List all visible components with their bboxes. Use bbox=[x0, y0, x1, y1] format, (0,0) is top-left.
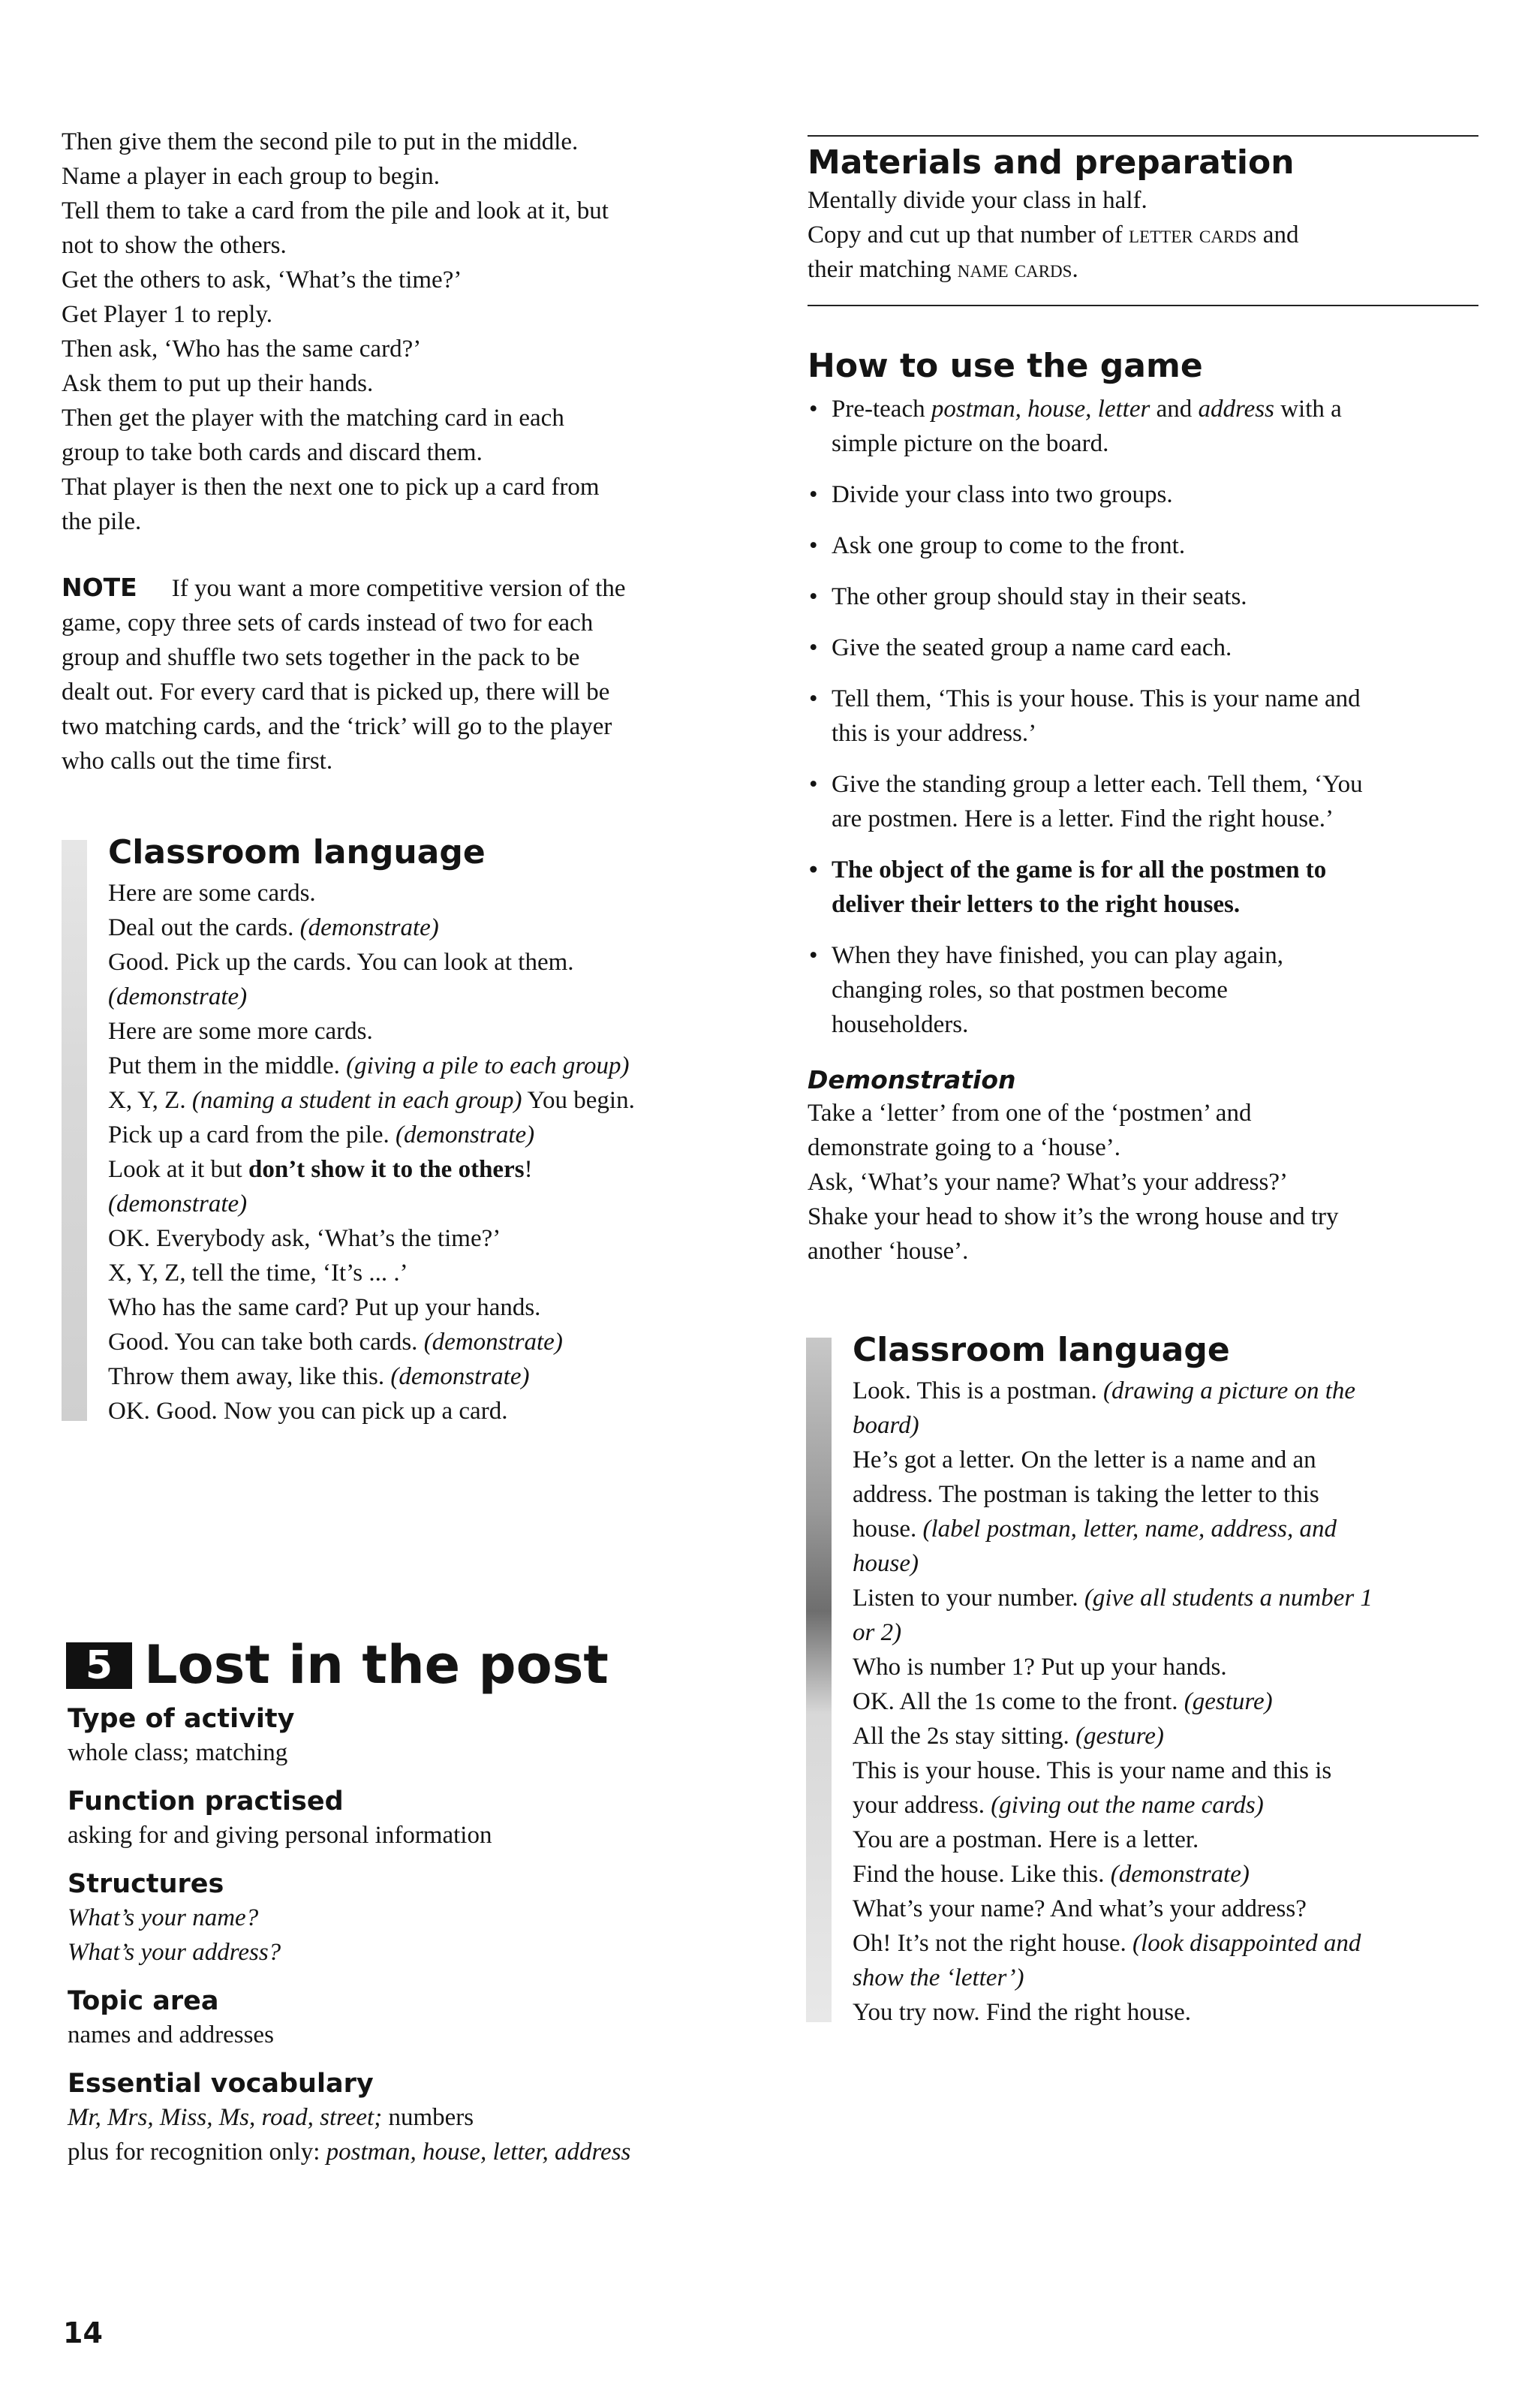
how-to-list bbox=[808, 392, 1483, 1042]
cl-line: Who has the same card? Put up your hands. bbox=[108, 1294, 541, 1321]
cl-line: You try now. Find the right house. bbox=[853, 1999, 1192, 2026]
text-line: not to show the others. bbox=[62, 232, 287, 259]
function-heading: Function practised bbox=[68, 1786, 344, 1817]
text-line: the pile. bbox=[62, 508, 142, 535]
list-item: • Give the standing group a letter each. Tell them, ‘You are postmen. Here is a letter. Find the right house.’ bbox=[808, 767, 1483, 836]
cl-line: Oh! It’s not the right house. (look disappointed and bbox=[853, 1930, 1361, 1957]
text-line: Get Player 1 to reply. bbox=[62, 301, 273, 328]
cl-line: He’s got a letter. On the letter is a name and an bbox=[853, 1446, 1316, 1473]
demo-line: Ask, ‘What’s your name? What’s your address?’ bbox=[808, 1169, 1288, 1196]
topic-text: names and addresses bbox=[68, 2021, 274, 2048]
left-column bbox=[62, 125, 737, 1428]
cl-line: OK. All the 1s come to the front. (gesture) bbox=[853, 1688, 1273, 1715]
text-line: group and shuffle two sets together in the pack to be bbox=[62, 644, 580, 671]
cl-line: This is your house. This is your name and this is bbox=[853, 1757, 1332, 1784]
decorative-bar bbox=[806, 1338, 832, 2022]
cl-line: show the ‘letter’) bbox=[853, 1964, 1024, 1991]
classroom-language-box-left bbox=[56, 832, 737, 1428]
how-to-heading: How to use the game bbox=[808, 347, 1203, 385]
topic-heading: Topic area bbox=[68, 1986, 219, 2016]
cl-line: house) bbox=[853, 1550, 919, 1577]
demonstration-heading: Demonstration bbox=[808, 1065, 1016, 1094]
cl-line: Who is number 1? Put up your hands. bbox=[853, 1654, 1227, 1681]
game-details bbox=[68, 1698, 743, 2169]
divider-rule bbox=[808, 305, 1478, 306]
text-line: dealt out. For every card that is picked up, there will be bbox=[62, 679, 610, 706]
text-line: Then get the player with the matching card in each bbox=[62, 405, 564, 432]
classroom-language-box-right bbox=[800, 1330, 1483, 2030]
structures-heading: Structures bbox=[68, 1869, 224, 1899]
decorative-bar bbox=[62, 840, 87, 1421]
note-paragraph bbox=[62, 570, 737, 778]
text-line: Ask them to put up their hands. bbox=[62, 370, 374, 397]
cl-line: OK. Good. Now you can pick up a card. bbox=[108, 1398, 508, 1425]
cl-line: board) bbox=[853, 1412, 919, 1439]
cl-line: OK. Everybody ask, ‘What’s the time?’ bbox=[108, 1225, 501, 1252]
note-label: NOTE bbox=[62, 573, 137, 602]
list-item: • The other group should stay in their seats. bbox=[808, 579, 1483, 614]
vocab-line: Mr, Mrs, Miss, Ms, road, street; numbers bbox=[68, 2104, 474, 2131]
list-item: • When they have finished, you can play again, changing roles, so that postmen become householders. bbox=[808, 938, 1483, 1042]
cl-line: Good. You can take both cards. (demonstrate) bbox=[108, 1329, 563, 1356]
classroom-language-heading: Classroom language bbox=[853, 1331, 1230, 1369]
divider-rule bbox=[808, 135, 1478, 137]
list-item: • Give the seated group a name card each. bbox=[808, 631, 1483, 665]
classroom-language-heading: Classroom language bbox=[108, 833, 486, 871]
cl-line: X, Y, Z, tell the time, ‘It’s ... .’ bbox=[108, 1260, 408, 1287]
text-line: two matching cards, and the ‘trick’ will go to the player bbox=[62, 713, 612, 740]
game-title bbox=[66, 1635, 609, 1695]
game-title-text: Lost in the post bbox=[144, 1634, 609, 1696]
text-line: Get the others to ask, ‘What’s the time?’ bbox=[62, 266, 462, 293]
cl-line: Look. This is a postman. (drawing a picture on the bbox=[853, 1377, 1356, 1404]
cl-line: Deal out the cards. (demonstrate) bbox=[108, 914, 439, 941]
materials-line: Copy and cut up that number of letter cards and bbox=[808, 221, 1299, 248]
cl-line: Here are some more cards. bbox=[108, 1018, 373, 1045]
cl-line: Throw them away, like this. (demonstrate) bbox=[108, 1363, 530, 1390]
vocab-line: plus for recognition only: postman, house, letter, address bbox=[68, 2139, 631, 2166]
list-item: • Divide your class into two groups. bbox=[808, 477, 1483, 512]
demo-line: Shake your head to show it’s the wrong house and try bbox=[808, 1203, 1339, 1230]
cl-line: Listen to your number. (give all students a number 1 bbox=[853, 1585, 1373, 1612]
demo-line: another ‘house’. bbox=[808, 1238, 969, 1265]
cl-line: Here are some cards. bbox=[108, 880, 316, 907]
demo-line: demonstrate going to a ‘house’. bbox=[808, 1134, 1120, 1161]
type-text: whole class; matching bbox=[68, 1739, 288, 1766]
cl-line: or 2) bbox=[853, 1619, 902, 1646]
materials-line: their matching name cards. bbox=[808, 256, 1078, 283]
cl-line: Pick up a card from the pile. (demonstrate) bbox=[108, 1121, 535, 1148]
game-number-badge: 5 bbox=[66, 1642, 132, 1689]
page-number: 14 bbox=[63, 2316, 103, 2349]
cl-line: Good. Pick up the cards. You can look at them. bbox=[108, 949, 574, 976]
cl-line: your address. (giving out the name cards) bbox=[853, 1792, 1264, 1819]
structure-item: What’s your address? bbox=[68, 1939, 281, 1966]
type-heading: Type of activity bbox=[68, 1704, 295, 1734]
cl-line: X, Y, Z. (naming a student in each group) You begin. bbox=[108, 1087, 635, 1114]
cl-line: Look at it but don’t show it to the others! bbox=[108, 1156, 533, 1183]
cl-line: (demonstrate) bbox=[108, 1190, 248, 1218]
cl-line: What’s your name? And what’s your address? bbox=[853, 1895, 1307, 1922]
list-item: • Ask one group to come to the front. bbox=[808, 528, 1483, 563]
cl-line: house. (label postman, letter, name, address, and bbox=[853, 1516, 1337, 1543]
cl-line: You are a postman. Here is a letter. bbox=[853, 1826, 1199, 1853]
text-line: Tell them to take a card from the pile and look at it, but bbox=[62, 197, 609, 224]
materials-line: Mentally divide your class in half. bbox=[808, 187, 1147, 214]
note-text-line: If you want a more competitive version of the bbox=[171, 575, 626, 602]
text-line: game, copy three sets of cards instead of two for each bbox=[62, 610, 594, 637]
text-line: Then give them the second pile to put in the middle. bbox=[62, 128, 579, 155]
function-text: asking for and giving personal information bbox=[68, 1822, 492, 1849]
note-text bbox=[62, 606, 737, 778]
cl-line: address. The postman is taking the letter to this bbox=[853, 1481, 1319, 1508]
text-line: who calls out the time first. bbox=[62, 748, 333, 775]
text-line: Name a player in each group to begin. bbox=[62, 163, 440, 190]
list-item: • The object of the game is for all the postmen to deliver their letters to the right houses. bbox=[808, 853, 1483, 922]
structure-item: What’s your name? bbox=[68, 1904, 259, 1931]
text-line: That player is then the next one to pick up a card from bbox=[62, 474, 600, 501]
demo-line: Take a ‘letter’ from one of the ‘postmen’ and bbox=[808, 1100, 1252, 1127]
cl-line: Find the house. Like this. (demonstrate) bbox=[853, 1861, 1250, 1888]
cl-line: All the 2s stay sitting. (gesture) bbox=[853, 1723, 1164, 1750]
right-column bbox=[808, 135, 1483, 2030]
vocab-heading: Essential vocabulary bbox=[68, 2069, 374, 2099]
text-line: group to take both cards and discard them. bbox=[62, 439, 483, 466]
text-line: Then ask, ‘Who has the same card?’ bbox=[62, 336, 422, 363]
list-item: • Pre-teach postman, house, letter and address with a simple picture on the board. bbox=[808, 392, 1483, 461]
list-item: • Tell them, ‘This is your house. This is your name and this is your address.’ bbox=[808, 682, 1483, 751]
materials-heading: Materials and preparation bbox=[808, 143, 1295, 182]
cl-line: (demonstrate) bbox=[108, 983, 248, 1010]
intro-instructions bbox=[62, 125, 737, 539]
cl-line: Put them in the middle. (giving a pile to each group) bbox=[108, 1052, 630, 1079]
